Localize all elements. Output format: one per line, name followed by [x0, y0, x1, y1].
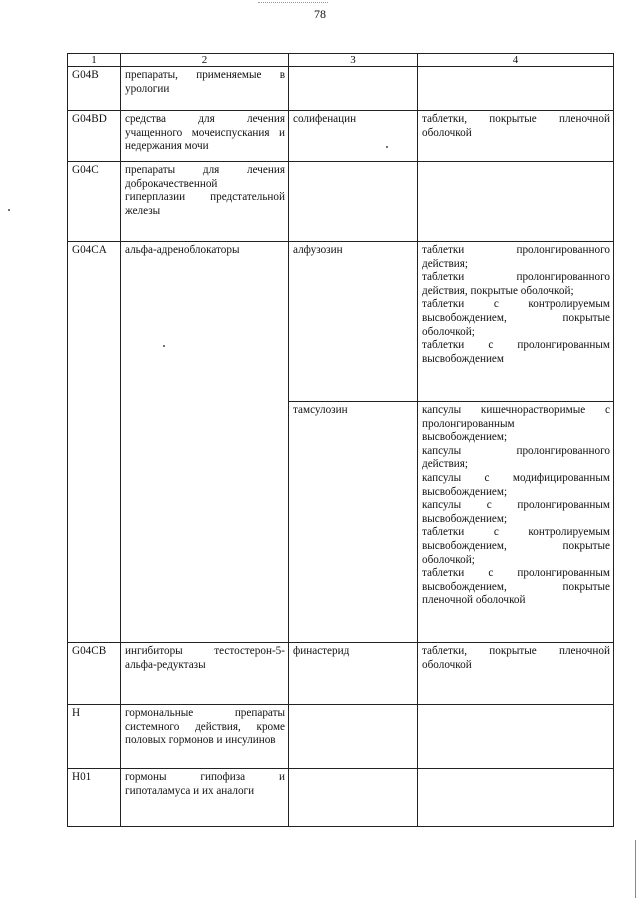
group-name-cell — [121, 162, 289, 242]
table-row — [68, 67, 614, 111]
text-line: оболочкой; — [422, 325, 475, 338]
column-header: 1 — [68, 54, 121, 67]
column-header: 4 — [418, 54, 614, 67]
atc-code-cell: H01 — [68, 769, 121, 827]
dosage-forms-cell — [418, 162, 614, 242]
drug-name-cell: алфузозин — [289, 242, 418, 402]
dosage-forms-cell — [418, 242, 614, 402]
drug-name-cell: финастерид — [289, 643, 418, 705]
atc-code-cell: G04CA — [68, 242, 121, 643]
text-line: гипоталамуса и их аналоги — [125, 784, 255, 797]
text-line: действия; — [422, 257, 469, 270]
group-name-cell — [121, 67, 289, 111]
group-name-cell — [121, 111, 289, 162]
text-line: учащенного мочеиспускания и — [125, 126, 285, 139]
text-line: таблетки пролонгированного — [422, 244, 610, 256]
drug-name-cell: тамсулозин — [289, 402, 418, 643]
text-line: доброкачественной — [125, 177, 218, 190]
text-line: капсулы кишечнорастворимые с — [422, 404, 610, 416]
dosage-forms-cell — [418, 643, 614, 705]
dosage-forms-cell — [418, 769, 614, 827]
page-number: 78 — [314, 7, 326, 21]
text-line: гиперплазии предстательной — [125, 191, 285, 204]
text-line: железы — [125, 204, 161, 217]
text-line: высвобождением; — [422, 512, 508, 525]
text-line: высвобождением, покрытые — [422, 539, 610, 552]
text-line: высвобождением — [422, 352, 504, 365]
atc-code-cell: G04B — [68, 67, 121, 111]
drug-name-cell — [289, 67, 418, 111]
drug-name-cell — [289, 769, 418, 827]
text-line: альфа-адреноблокаторы — [125, 244, 240, 256]
atc-code-cell: G04CB — [68, 643, 121, 705]
text-line: таблетки с контролируемым — [422, 298, 610, 311]
text-line: средства для лечения — [125, 113, 285, 125]
text-line: действия, покрытые оболочкой; — [422, 284, 574, 297]
table-row — [68, 705, 614, 769]
text-line: оболочкой — [422, 126, 472, 139]
text-line: пленочной оболочкой — [422, 594, 526, 607]
dosage-forms-cell — [418, 111, 614, 162]
header-row — [68, 54, 614, 67]
text-line: гормоны гипофиза и — [125, 771, 285, 783]
text-line: недержания мочи — [125, 140, 209, 153]
group-name-cell — [121, 769, 289, 827]
text-line: половых гормонов и инсулинов — [125, 734, 276, 747]
column-header: 2 — [121, 54, 289, 67]
table-row — [68, 643, 614, 705]
text-line: таблетки пролонгированного — [422, 271, 610, 284]
text-line: оболочкой; — [422, 553, 475, 566]
atc-code-cell: H — [68, 705, 121, 769]
text-line: высвобождением, покрытые — [422, 580, 610, 593]
table-row — [68, 242, 614, 402]
column-header: 3 — [289, 54, 418, 67]
dosage-forms-cell — [418, 402, 614, 643]
drug-classification-table — [67, 53, 614, 827]
text-line: гормональные препараты — [125, 707, 285, 719]
text-line: таблетки с пролонгированным — [422, 567, 610, 580]
atc-code-cell: G04C — [68, 162, 121, 242]
drug-name-cell — [289, 705, 418, 769]
table-row — [68, 111, 614, 162]
scan-speck — [8, 209, 10, 211]
group-name-cell — [121, 705, 289, 769]
text-line: ингибиторы тестостерон-5- — [125, 645, 285, 657]
text-line: таблетки с контролируемым — [422, 526, 610, 539]
scan-edge — [635, 840, 636, 898]
dosage-forms-cell — [418, 67, 614, 111]
text-line: высвобождением; — [422, 431, 508, 444]
text-line: таблетки с пролонгированным — [422, 339, 610, 352]
text-line: урологии — [125, 82, 170, 95]
text-line: пролонгированным — [422, 417, 515, 430]
drug-name-cell: солифенацин — [289, 111, 418, 162]
text-line: капсулы с модифицированным — [422, 471, 610, 484]
text-line: капсулы пролонгированного — [422, 444, 610, 457]
text-line: препараты, применяемые в — [125, 69, 285, 81]
text-line: действия; — [422, 458, 469, 471]
group-name-cell — [121, 643, 289, 705]
text-line: оболочкой — [422, 658, 472, 671]
text-line: капсулы с пролонгированным — [422, 499, 610, 512]
group-name-cell — [121, 242, 289, 643]
text-line: таблетки, покрытые пленочной — [422, 113, 610, 125]
atc-code-cell: G04BD — [68, 111, 121, 162]
dosage-forms-cell — [418, 705, 614, 769]
text-line: препараты для лечения — [125, 164, 285, 176]
text-line: альфа-редуктазы — [125, 658, 206, 671]
table-row — [68, 769, 614, 827]
text-line: таблетки, покрытые пленочной — [422, 645, 610, 657]
text-line: высвобождением, покрытые — [422, 311, 610, 324]
text-line: системного действия, кроме — [125, 720, 285, 733]
drug-name-cell — [289, 162, 418, 242]
text-line: высвобождением; — [422, 485, 508, 498]
table-row — [68, 162, 614, 242]
